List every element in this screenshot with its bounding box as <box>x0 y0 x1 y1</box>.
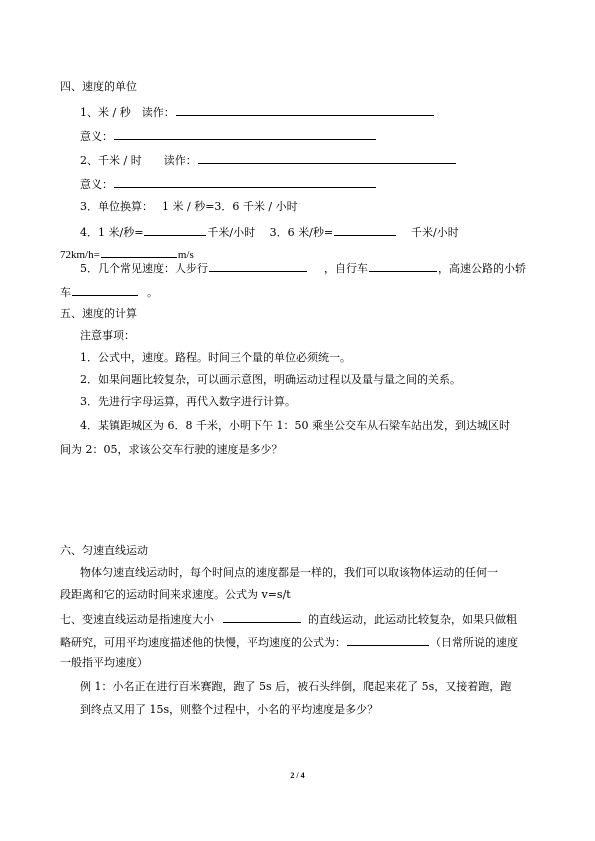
section-7-line-3: 一般指平均速度） <box>60 656 148 669</box>
section-5-title: 五、速度的计算 <box>60 307 137 320</box>
common-speeds-b: ，自行车 <box>324 262 368 275</box>
walking-speed-blank[interactable] <box>209 260 307 272</box>
unit-kmh-meaning-row <box>80 176 377 190</box>
conversion-exercise-a: 4．1 米/秒= <box>80 226 144 239</box>
section-7-line-2-a: 略研究，可用平均速度描述他的快慢，平均速度的公式为： <box>60 636 346 649</box>
bicycle-speed-blank[interactable] <box>369 260 437 272</box>
common-speeds-a: 5．几个常见速度：人步行 <box>80 262 208 275</box>
kmh-to-ms-row <box>60 246 194 260</box>
section-7-line-1-b: 的直线运动，此运动比较复杂，如果只做粗 <box>308 613 517 626</box>
car-speed-label: 车 <box>60 286 71 299</box>
kmh-to-ms-unit: m/s <box>177 249 194 261</box>
common-speeds-row <box>80 260 526 274</box>
common-speeds-c: ，高速公路的小轿 <box>438 262 526 275</box>
notes-label: 注意事项： <box>80 329 135 342</box>
page-number: 2 / 4 <box>290 771 305 780</box>
average-speed-formula-blank[interactable] <box>347 634 429 646</box>
unit-mps-meaning-row <box>80 128 377 142</box>
example-1-line-1: 例 1：小名正在进行百米赛跑，跑了 5s 后，被石头绊倒，爬起来花了 5s，又接着跑，跑 <box>80 680 512 693</box>
section-6-para-line-1: 物体匀速直线运动时，每个时间点的速度都是一样的，我们可以取该物体运动的任何一 <box>80 566 498 579</box>
kmh-to-ms-blank[interactable] <box>101 246 177 258</box>
problem-4-line-1: 4．某镇距城区为 6．8 千米，小明下午 1：50 乘坐公交车从石梁车站出发，到达城区时 <box>80 419 510 432</box>
car-speed-row <box>60 284 158 298</box>
section-4-title: 四、速度的单位 <box>60 80 137 93</box>
section-6-para-line-2: 段距离和它的运动时间来求速度。公式为 v=s/t <box>60 588 291 601</box>
problem-4-line-2: 间为 2：05，求该公交车行驶的速度是多少？ <box>60 443 283 456</box>
unit-kmh-reading-blank[interactable] <box>198 152 456 164</box>
note-2: 2．如果问题比较复杂，可以画示意图，明确运动过程以及量与量之间的关系。 <box>80 373 461 386</box>
speed-magnitude-blank[interactable] <box>223 611 301 623</box>
note-1: 1．公式中，速度。路程。时间三个量的单位必须统一。 <box>80 351 351 364</box>
section-7-line-1 <box>60 611 517 625</box>
conversion-exercise-row <box>80 224 459 238</box>
conversion-blank-1[interactable] <box>144 224 206 236</box>
section-6-title: 六、匀速直线运动 <box>60 544 148 557</box>
unit-kmh-meaning-label: 意义： <box>80 178 113 191</box>
unit-conversion-line: 3．单位换算： 1 米 / 秒=3．6 千米 / 小时 <box>80 200 298 213</box>
section-7-line-2-b: （日常所说的速度 <box>430 636 518 649</box>
unit-mps-meaning-label: 意义： <box>80 130 113 143</box>
unit-mps-meaning-blank[interactable] <box>114 128 376 140</box>
section-7-line-1-a: 七、变速直线运动是指速度大小 <box>60 613 214 626</box>
unit-mps-reading-label: 1、米 / 秒 读作： <box>80 106 175 119</box>
unit-mps-reading-row <box>80 104 435 118</box>
conversion-exercise-b: 千米/小时 3．6 米/秒= <box>207 226 334 239</box>
unit-kmh-meaning-blank[interactable] <box>114 176 376 188</box>
section-7-line-2 <box>60 634 518 648</box>
note-3: 3．先进行字母运算，再代入数字进行计算。 <box>80 395 296 408</box>
unit-kmh-reading-label: 2、千米 / 时 读作： <box>80 154 197 167</box>
conversion-blank-2[interactable] <box>334 224 396 236</box>
car-speed-blank[interactable] <box>72 284 138 296</box>
kmh-to-ms-label: 72km/h= <box>60 249 100 261</box>
car-speed-end: 。 <box>147 286 158 299</box>
example-1-line-2: 到终点又用了 15s，则整个过程中，小名的平均速度是多少？ <box>80 703 379 716</box>
unit-kmh-reading-row <box>80 152 457 166</box>
conversion-exercise-c: 千米/小时 <box>411 226 459 239</box>
unit-mps-reading-blank[interactable] <box>176 104 434 116</box>
